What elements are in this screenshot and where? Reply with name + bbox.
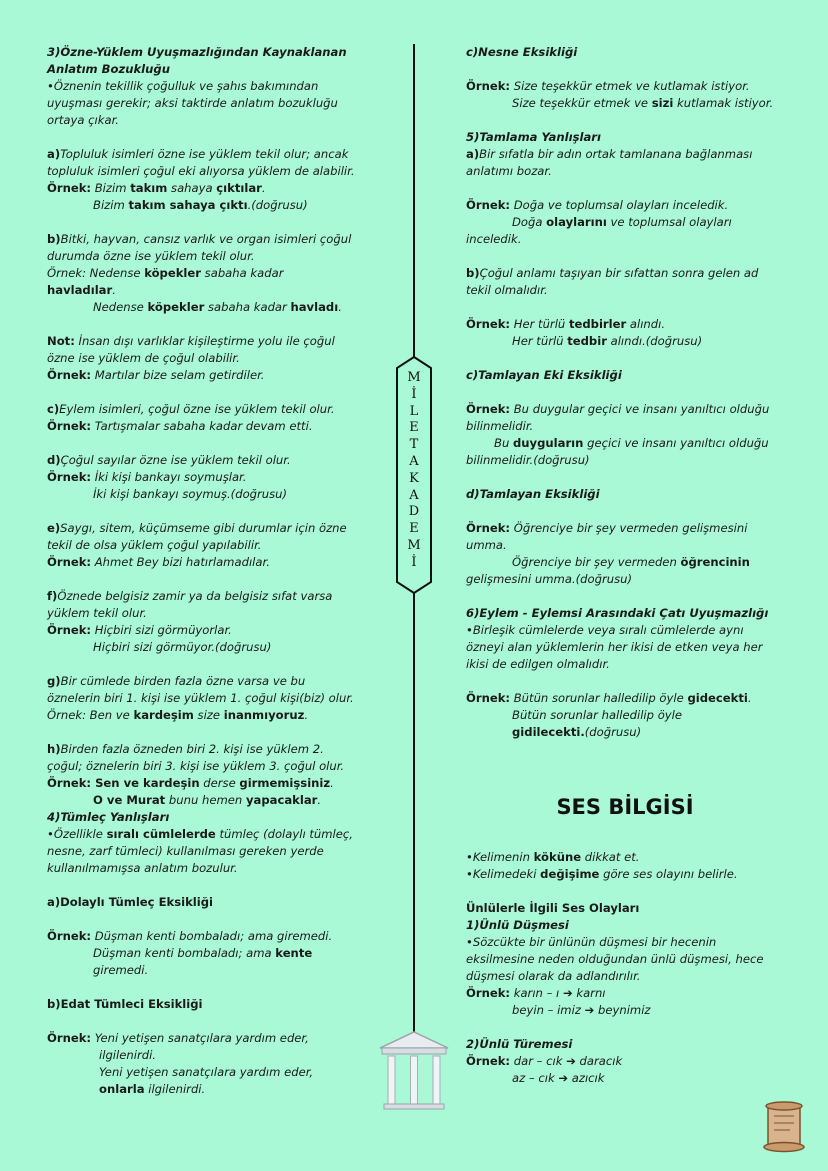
right-column xyxy=(466,44,784,741)
rule-g: g)Bir cümlede birden fazla özne varsa ve bu öznelerin biri 1. kişi ise yüklem 1. çoğul kişi(biz) olur. xyxy=(47,674,354,705)
brand-letter: İ xyxy=(411,386,417,402)
rule-e-example: Örnek: Ahmet Bey bizi hatırlamadılar. xyxy=(47,555,270,569)
rule-b-example: Örnek: Nedense köpekler sabaha kadar havladılar. xyxy=(47,266,284,297)
temple-icon xyxy=(376,1030,452,1118)
unlu-turemesi-example: Örnek: dar – cık ➔ daracık xyxy=(466,1054,623,1068)
section-5c-correct-cont: bilinmelidir.(doğrusu) xyxy=(466,453,590,467)
section-6-example: Örnek: Bütün sorunlar halledilip öyle gidecekti. xyxy=(466,691,752,705)
brand-letter: M xyxy=(407,537,421,553)
rule-a-example: Örnek: Bizim takım sahaya çıktılar. xyxy=(47,181,266,195)
brand-badge xyxy=(396,356,432,594)
brand-letter: A xyxy=(409,487,419,503)
section-5d-example: Örnek: Öğrenciye bir şey vermeden gelişmesini umma. xyxy=(466,521,748,552)
section-6-intro: •Birleşik cümlelerde veya sıralı cümlelerde aynı özneyi alan yüklemlerin her ikisi de etken veya her ikisi de edilgen olmalıdır. xyxy=(466,623,763,671)
rule-b-correct: Nedense köpekler sabaha kadar havladı. xyxy=(93,300,342,314)
section-4b-correct: Yeni yetişen sanatçılara yardım eder, onlarla ilgilenirdi. xyxy=(99,1065,314,1096)
section-5b-example: Örnek: Her türlü tedbirler alındı. xyxy=(466,317,666,331)
section-6-title: 6)Eylem - Eylemsi Arasındaki Çatı Uyuşmazlığı xyxy=(466,606,769,620)
brand-letter: T xyxy=(409,437,419,453)
rule-h-example-2: O ve Murat bunu hemen yapacaklar. xyxy=(93,793,322,807)
section-3-intro: •Öznenin tekillik çoğulluk ve şahıs bakımından uyuşması gerekir; aksi taktirde anlatım bozukluğu ortaya çıkar. xyxy=(47,79,338,127)
rule-g-example: Örnek: Ben ve kardeşim size inanmıyoruz. xyxy=(47,708,309,722)
ses-bilgisi-title: SES BİLGİSİ xyxy=(556,795,694,819)
brand-letter: L xyxy=(409,403,419,419)
section-c-example: Örnek: Size teşekkür etmek ve kutlamak istiyor. xyxy=(466,79,750,93)
brand-letter: D xyxy=(408,504,420,520)
brand-letter: A xyxy=(409,453,419,469)
brand-letter: E xyxy=(409,521,419,537)
rule-f-example: Örnek: Hiçbiri sizi görmüyorlar. xyxy=(47,623,232,637)
section-5a-correct: Doğa olaylarını ve toplumsal olayları xyxy=(512,215,732,229)
brand-letter: İ xyxy=(411,554,417,570)
section-5c-title: c)Tamlayan Eki Eksikliği xyxy=(466,368,622,382)
rule-b: b)Bitki, hayvan, cansız varlık ve organ isimleri çoğul durumda özne ise yüklem tekil olur. xyxy=(47,232,352,263)
rule-d-correct: İki kişi bankayı soymuş.(doğrusu) xyxy=(93,487,288,501)
section-4b-example: Örnek: Yeni yetişen sanatçılara yardım eder, xyxy=(47,1031,309,1045)
rule-c: c)Eylem isimleri, çoğul özne ise yüklem tekil olur. xyxy=(47,402,335,416)
section-c-title: c)Nesne Eksikliği xyxy=(466,45,578,59)
section-5d-title: d)Tamlayan Eksikliği xyxy=(466,487,600,501)
section-4a-title: a)Dolaylı Tümleç Eksikliği xyxy=(47,895,214,909)
section-4a-example: Örnek: Düşman kenti bombaladı; ama giremedi. xyxy=(47,929,333,943)
brand-letter: M xyxy=(407,370,421,385)
left-column xyxy=(47,44,369,1098)
ses-bilgisi-section xyxy=(466,849,784,1087)
rule-f-correct: Hiçbiri sizi görmüyor.(doğrusu) xyxy=(93,640,272,654)
section-5a-example: Örnek: Doğa ve toplumsal olayları inceledik. xyxy=(466,198,729,212)
section-5c-example: Örnek: Bu duygular geçici ve insanı yanıltıcı olduğu bilinmelidir. xyxy=(466,402,770,433)
section-5a: a)Bir sıfatla bir adın ortak tamlanana bağlanması anlatımı bozar. xyxy=(466,147,753,178)
unlu-turemesi-title: 2)Ünlü Türemesi xyxy=(466,1037,573,1051)
section-5c-correct: Bu duyguların geçici ve insanı yanıltıcı olduğu xyxy=(494,436,769,450)
unlu-dusmesi-text: •Sözcükte bir ünlünün düşmesi bir hecenin eksilmesine neden olduğundan ünlü düşmesi, hece düşmesi olarak da adlandırılır. xyxy=(466,935,764,983)
brand-letter: K xyxy=(409,470,419,486)
unlu-dusmesi-example: Örnek: karın – ı ➔ karnı xyxy=(466,986,606,1000)
section-4-title: 4)Tümleç Yanlışları xyxy=(47,810,170,824)
section-6-correct: Bütün sorunlar halledilip öyle gidilecekti.(doğrusu) xyxy=(512,708,683,739)
section-5d-correct-cont: gelişmesini umma.(doğrusu) xyxy=(466,572,633,586)
ses-tip-1: •Kelimenin köküne dikkat et. xyxy=(466,850,640,864)
rule-a-correct: Bizim takım sahaya çıktı.(doğrusu) xyxy=(93,198,308,212)
section-4b-example-cont: ilgilenirdi. xyxy=(99,1048,156,1062)
scroll-icon xyxy=(760,1100,810,1158)
rule-f: f)Öznede belgisiz zamir ya da belgisiz sıfat varsa yüklem tekil olur. xyxy=(47,589,333,620)
section-5-title: 5)Tamlama Yanlışları xyxy=(466,130,601,144)
unlu-turemesi-example-2: az – cık ➔ azıcık xyxy=(512,1071,605,1085)
section-5b: b)Çoğul anlamı taşıyan bir sıfattan sonra gelen ad tekil olmalıdır. xyxy=(466,266,759,297)
ses-subtitle: Ünlülerle İlgili Ses Olayları xyxy=(466,901,640,915)
rule-e: e)Saygı, sitem, küçümseme gibi durumlar için özne tekil de olsa yüklem çoğul yapılabilir. xyxy=(47,521,347,552)
section-5b-correct: Her türlü tedbir alındı.(doğrusu) xyxy=(512,334,703,348)
section-5d-correct: Öğrenciye bir şey vermeden öğrencinin xyxy=(512,555,750,569)
rule-c-example: Örnek: Tartışmalar sabaha kadar devam etti. xyxy=(47,419,313,433)
section-3-title: 3)Özne-Yüklem Uyuşmazlığından Kaynaklanan Anlatım Bozukluğu xyxy=(47,45,347,76)
rule-h-example: Örnek: Sen ve kardeşin derse girmemişsiniz. xyxy=(47,776,334,790)
rule-d-example: Örnek: İki kişi bankayı soymuşlar. xyxy=(47,470,247,484)
brand-letter: E xyxy=(409,420,419,436)
rule-h: h)Birden fazla özneden biri 2. kişi ise yüklem 2. çoğul; öznelerin biri 3. kişi ise yüklem 3. çoğul olur. xyxy=(47,742,345,773)
section-4b-title: b)Edat Tümleci Eksikliği xyxy=(47,997,203,1011)
section-4-intro: •Özellikle sıralı cümlelerde tümleç (dolaylı tümleç, nesne, zarf tümleci) kullanılması gereken yerde kullanılmamışsa anlatım bozulur. xyxy=(47,827,353,875)
rule-a: a)Topluluk isimleri özne ise yüklem tekil olur; ancak topluluk isimleri çoğul eki alıyorsa yüklem de alabilir. xyxy=(47,147,355,178)
ses-tip-2: •Kelimedeki değişime göre ses olayını belirle. xyxy=(466,867,738,881)
note: Not: İnsan dışı varlıklar kişileştirme yolu ile çoğul özne ise yüklem de çoğul olabilir. xyxy=(47,334,335,365)
unlu-dusmesi-example-2: beyin – imiz ➔ beynimiz xyxy=(512,1003,651,1017)
section-4a-correct: Düşman kenti bombaladı; ama kente giremedi. xyxy=(93,946,313,977)
brand-letters xyxy=(396,370,432,572)
section-5a-correct-cont: inceledik. xyxy=(466,232,522,246)
rule-d: d)Çoğul sayılar özne ise yüklem tekil olur. xyxy=(47,453,291,467)
section-c-correct: Size teşekkür etmek ve sizi kutlamak istiyor. xyxy=(512,96,774,110)
unlu-dusmesi-title: 1)Ünlü Düşmesi xyxy=(466,918,569,932)
note-example: Örnek: Martılar bize selam getirdiler. xyxy=(47,368,265,382)
